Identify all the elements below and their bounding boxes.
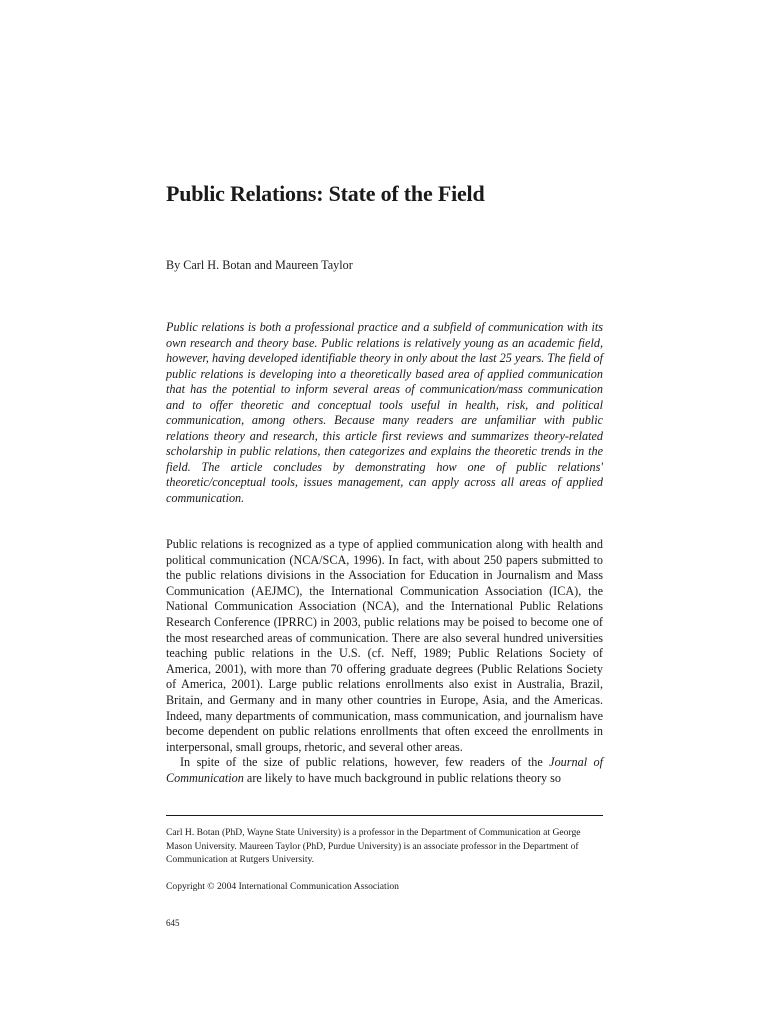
article-title: Public Relations: State of the Field bbox=[166, 181, 485, 206]
body-paragraph-2 bbox=[166, 755, 603, 786]
paragraph-2-start: In spite of the size of public relations, however, few readers of the bbox=[180, 755, 550, 770]
abstract: Public relations is both a professional practice and a subfield of communication with its own research and theory base. Public relations is relatively young as an academic field, however, having developed identifiable theory in only about the last 25 years. The field of public relations is developing into a theoretically based area of applied communication that has the potential to inform several areas of communication/mass communication and to offer theoretic and conceptual tools useful in health, risk, and political communication, among others. Because many readers are unfamiliar with public relations theory and research, this article first reviews and summarizes theory-related scholarship in public relations, then categorizes and explains the theoretic trends in the field. The article concludes by demonstrating how one of public relations' theoretic/conceptual tools, issues management, can apply across all areas of applied communication. bbox=[166, 320, 603, 506]
author-byline: By Carl H. Botan and Maureen Taylor bbox=[166, 258, 353, 272]
body-text bbox=[166, 537, 603, 787]
paragraph-2-end: are likely to have much background in public relations theory so bbox=[243, 770, 561, 785]
page-number: 645 bbox=[166, 918, 180, 928]
article-page bbox=[166, 0, 603, 1024]
copyright-notice: Copyright © 2004 International Communication Association bbox=[166, 881, 399, 892]
author-footnote: Carl H. Botan (PhD, Wayne State University) is a professor in the Department of Communication at George Mason University. Maureen Taylor (PhD, Purdue University) is an associate professor in the Department of Communication at Rutgers University. bbox=[166, 827, 581, 866]
journal-name: Journal of Communication bbox=[166, 755, 603, 785]
body-paragraph-1: Public relations is recognized as a type of applied communication along with health and political communication (NCA/SCA, 1996). In fact, with about 250 papers submitted to the public relations divisions in the Association for Education in Journalism and Mass Communication (AEJMC), the International Communication Association (ICA), the National Communication Association (NCA), and the International Public Relations Research Conference (IPRRC) in 2003, public relations may be poised to become one of the most researched areas of communication. There are also several hundred universities teaching public relations in the U.S. (cf. Neff, 1989; Public Relations Society of America, 2001), with more than 70 offering graduate degrees (Public Relations Society of America, 2001). Large public relations enrollments also exist in Australia, Brazil, Britain, and Germany and in many other countries in Europe, Asia, and the Americas. Indeed, many departments of communication, mass communication, and journalism have become dependent on public relations enrollments that often exceed the enrollments in interpersonal, small groups, rhetoric, and several other areas. bbox=[166, 537, 603, 754]
footnote-divider bbox=[166, 815, 603, 816]
